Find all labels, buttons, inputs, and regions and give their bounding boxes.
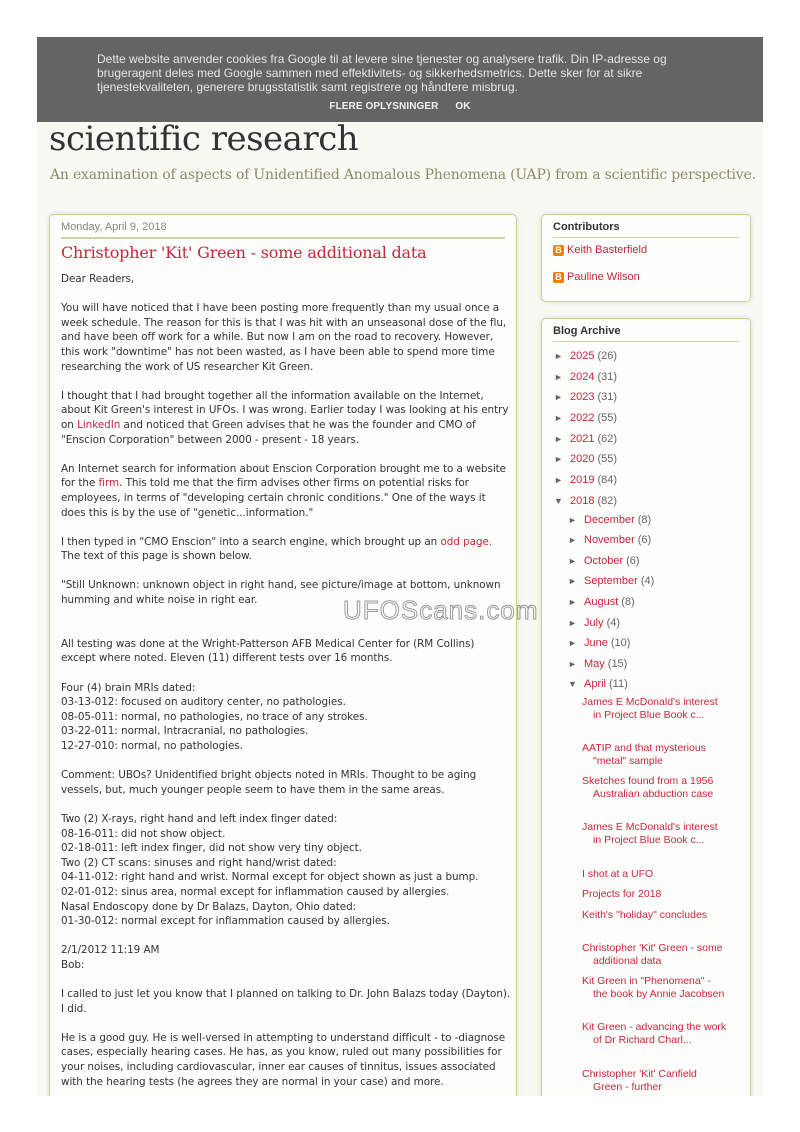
- triangle-right-icon[interactable]: ►: [568, 556, 577, 566]
- post-paragraph: I called to just let you know that I planned on talking to Dr. John Balazs today (Dayton). I did.: [61, 988, 511, 1015]
- archive-month-label[interactable]: July: [584, 617, 604, 629]
- archive-month-count: (4): [640, 575, 655, 587]
- archive-month-count: (8): [637, 514, 652, 526]
- archive-post-link[interactable]: AATIP and that mysterious "metal" sample: [582, 742, 706, 767]
- archive-month-may[interactable]: [568, 658, 627, 670]
- archive-month-label[interactable]: April: [584, 678, 607, 690]
- archive-post-link[interactable]: Keith's "holiday" concludes: [582, 909, 708, 921]
- triangle-right-icon[interactable]: ►: [568, 659, 577, 669]
- archive-year-2023[interactable]: [554, 391, 617, 403]
- more-info-button[interactable]: FLERE OPLYSNINGER: [329, 101, 439, 112]
- archive-post-link[interactable]: Kit Green in "Phenomena" - the book by Annie Jacobsen: [582, 975, 725, 1000]
- post-greeting: Dear Readers,: [61, 273, 135, 285]
- archive-month-label[interactable]: August: [584, 596, 619, 608]
- triangle-right-icon[interactable]: ►: [554, 454, 563, 464]
- blog-archive-title: Blog Archive: [553, 325, 621, 337]
- archive-post-link[interactable]: Projects for 2018: [582, 888, 662, 900]
- triangle-right-icon[interactable]: ►: [554, 392, 563, 402]
- mri-line: 08-05-011: normal, no pathologies, no trace of any strokes.: [61, 710, 368, 723]
- triangle-right-icon[interactable]: ►: [568, 618, 577, 628]
- triangle-right-icon[interactable]: ►: [568, 638, 577, 648]
- blog-archive-widget: [541, 318, 751, 1096]
- archive-post-link[interactable]: Christopher 'Kit' Green - some additional data: [582, 942, 723, 967]
- email-header: [61, 943, 511, 972]
- archive-year-count: (55): [597, 453, 618, 465]
- archive-month-june[interactable]: [568, 637, 630, 649]
- date-divider: [61, 237, 505, 239]
- post-paragraph: [61, 462, 511, 520]
- archive-year-label[interactable]: 2022: [570, 412, 595, 424]
- contributors-widget: [541, 214, 751, 302]
- post-quote: "Still Unknown: unknown object in right hand, see picture/image at bottom, unknown humming and white noise in right ear.: [61, 579, 501, 607]
- test-list: [61, 812, 511, 929]
- archive-month-count: (10): [610, 637, 631, 649]
- archive-year-2019[interactable]: [554, 474, 617, 486]
- archive-month-count: (6): [637, 534, 652, 546]
- odd-page-link[interactable]: odd page.: [440, 535, 493, 548]
- archive-post-link[interactable]: Sketches found from a 1956 Australian abduction case: [582, 775, 714, 800]
- archive-month-july[interactable]: [568, 617, 620, 629]
- archive-post-link[interactable]: James E McDonald's interest in Project Blue Book c...: [582, 696, 718, 721]
- mri-line: 03-13-012: focused on auditory center, no pathologies.: [61, 696, 346, 709]
- contributors-title: Contributors: [553, 221, 620, 233]
- archive-month-label[interactable]: June: [584, 637, 608, 649]
- test-line: 02-01-012: sinus area, normal except for inflammation caused by allergies.: [61, 885, 450, 898]
- cookie-banner-text: Dette website anvender cookies fra Google til at levere sine tjenester og analysere trafik. Din IP-adresse og brugeragent deles med Google sammen med effektivitets- og sikkerhedsmetrics. Dette sker for at sikre tjenestekvaliteten, generere brugsstatistik samt registrere og håndtere misbrug.: [97, 52, 667, 94]
- archive-month-label[interactable]: November: [584, 534, 635, 546]
- post-paragraph: He is a good guy. He is well-versed in attempting to understand difficult - to -diagnose cases, especially hearing cases. He has, as you know, ruled out many possibilities for your noises, including cardiovascular, inner ear causes of tinnitus, issues associated with the hearing tests (he agrees they are normal in your case) and more.: [61, 1031, 506, 1088]
- test-line: 02-18-011: left index finger, did not show very tiny object.: [61, 842, 362, 855]
- mri-line: Four (4) brain MRIs dated:: [61, 681, 196, 694]
- archive-year-label[interactable]: 2020: [570, 453, 595, 465]
- archive-month-september[interactable]: [568, 575, 654, 587]
- post-body: [61, 272, 511, 1096]
- archive-month-august[interactable]: [568, 596, 635, 608]
- triangle-down-icon[interactable]: ▼: [568, 679, 577, 689]
- test-line: Two (2) X-rays, right hand and left index finger dated:: [61, 812, 338, 825]
- triangle-right-icon[interactable]: ►: [568, 515, 577, 525]
- mri-line: 12-27-010: normal, no pathologies.: [61, 740, 243, 752]
- widget-divider: [553, 341, 739, 342]
- archive-post-link[interactable]: Christopher 'Kit' Canfield Green - further: [582, 1068, 697, 1093]
- linkedin-link[interactable]: LinkedIn: [77, 418, 121, 431]
- mri-line: 03-22-011: normal, Intracranial, no pathologies.: [61, 725, 309, 738]
- test-line: 08-16-011: did not show object.: [61, 827, 226, 840]
- archive-month-october[interactable]: [568, 555, 640, 567]
- archive-year-label[interactable]: 2024: [570, 371, 595, 383]
- contributor-link[interactable]: [553, 244, 647, 256]
- post-paragraph: You will have noticed that I have been posting more frequently than my usual once a week schedule. The reason for this is that I was hit with an unseasonal dose of the flu, and have been off work for a while. But now I am on the road to recovery. However, this work "downtime" has not been wasted, as I have been able to spend more time researching the work of US researcher Kit Green.: [61, 302, 507, 373]
- ok-button[interactable]: OK: [455, 101, 471, 112]
- triangle-right-icon[interactable]: ►: [554, 372, 563, 382]
- archive-post-link[interactable]: James E McDonald's interest in Project Blue Book c...: [582, 821, 718, 846]
- contributor-link[interactable]: [553, 271, 640, 283]
- archive-year-count: (31): [597, 371, 618, 383]
- contributor-name: Keith Basterfield: [567, 244, 648, 256]
- text: I then typed in "CMO Enscion" into a search engine, which brought up an: [61, 535, 441, 548]
- triangle-right-icon[interactable]: ►: [554, 434, 563, 444]
- blog-description: An examination of aspects of Unidentified Anomalous Phenomena (UAP) from a scientific perspective.: [50, 167, 756, 183]
- archive-month-count: (15): [607, 658, 628, 670]
- widget-divider: [553, 237, 739, 238]
- test-line: Two (2) CT scans: sinuses and right hand/wrist dated:: [61, 856, 337, 869]
- archive-month-count: (4): [606, 617, 621, 629]
- post-title[interactable]: Christopher 'Kit' Green - some additional data: [61, 243, 427, 262]
- archive-year-2024[interactable]: [554, 371, 617, 383]
- archive-post-link[interactable]: I shot at a UFO: [582, 868, 654, 880]
- archive-year-count: (82): [597, 495, 618, 507]
- cookie-banner: [37, 37, 763, 122]
- text: and noticed that Green advises that he was the founder and CMO of "Enscion Corporation" between 2000 - present - 18 years.: [61, 418, 476, 446]
- archive-year-count: (31): [597, 391, 618, 403]
- blog-title[interactable]: scientific research: [49, 119, 359, 159]
- triangle-right-icon[interactable]: ►: [568, 597, 577, 607]
- archive-year-2020[interactable]: [554, 453, 617, 465]
- archive-year-label[interactable]: 2025: [570, 350, 595, 362]
- post-paragraph: All testing was done at the Wright-Patterson AFB Medical Center for (RM Collins) except where noted. Eleven (11) different tests over 16 months.: [61, 637, 475, 665]
- email-timestamp: 2/1/2012 11:19 AM: [61, 944, 160, 957]
- archive-month-november[interactable]: [568, 534, 651, 546]
- contributor-name: Pauline Wilson: [567, 271, 640, 283]
- blogger-icon: B: [553, 272, 564, 283]
- triangle-right-icon[interactable]: ►: [554, 351, 563, 361]
- archive-year-2022[interactable]: [554, 412, 617, 424]
- post-container: [49, 214, 517, 1096]
- blog-page: [37, 37, 763, 1096]
- archive-month-label[interactable]: September: [584, 575, 638, 587]
- text: The text of this page is shown below.: [61, 550, 252, 563]
- archive-year-2018[interactable]: [554, 495, 617, 507]
- archive-year-count: (62): [597, 433, 618, 445]
- blogger-icon: B: [553, 245, 564, 256]
- archive-year-2021[interactable]: [554, 433, 617, 445]
- archive-month-december[interactable]: [568, 514, 651, 526]
- archive-post-link[interactable]: Kit Green - advancing the work of Dr Richard Charl...: [582, 1021, 727, 1046]
- archive-year-label[interactable]: 2018: [570, 495, 595, 507]
- post-paragraph: [61, 389, 511, 447]
- archive-month-count: (6): [626, 555, 640, 567]
- triangle-right-icon[interactable]: ►: [568, 576, 577, 586]
- triangle-right-icon[interactable]: ►: [568, 535, 577, 545]
- email-salutation: Bob:: [61, 958, 85, 971]
- archive-year-label[interactable]: 2019: [570, 474, 595, 486]
- text: An Internet search for information about Enscion Corporation brought me to a website for the: [61, 462, 507, 490]
- triangle-right-icon[interactable]: ►: [554, 475, 563, 485]
- post-date: Monday, April 9, 2018: [61, 221, 167, 233]
- text: . This told me that the firm advises other firms on potential risks for employees, in terms of "developing certain chronic conditions." One of the ways it does this is by the use of "genetic...information.": [61, 477, 486, 519]
- archive-year-label[interactable]: 2021: [570, 433, 595, 445]
- cookie-banner-actions: [37, 101, 763, 112]
- triangle-right-icon[interactable]: ►: [554, 413, 563, 423]
- archive-year-count: (55): [597, 412, 618, 424]
- archive-year-count: (84): [597, 474, 618, 486]
- archive-year-label[interactable]: 2023: [570, 391, 595, 403]
- test-line: 01-30-012: normal except for inflammation caused by allergies.: [61, 915, 390, 928]
- test-line: 04-11-012: right hand and wrist. Normal except for object shown as just a bump.: [61, 871, 479, 884]
- post-paragraph: [61, 535, 511, 564]
- text: I thought that I had brought together all the information available on the Internet, about Kit Green's interest in UFOs. I was wrong. Earlier today I was looking at his entry on: [61, 389, 509, 431]
- archive-month-label[interactable]: May: [584, 658, 605, 670]
- archive-month-april[interactable]: [568, 678, 628, 690]
- spacer: [61, 622, 511, 637]
- firm-link[interactable]: firm: [98, 477, 120, 490]
- triangle-down-icon[interactable]: ▼: [554, 496, 563, 506]
- archive-month-count: (11): [609, 678, 628, 690]
- archive-year-count: (26): [597, 350, 618, 362]
- test-line: Nasal Endoscopy done by Dr Balazs, Dayton, Ohio dated:: [61, 900, 357, 913]
- mri-list: [61, 681, 511, 754]
- archive-year-2025[interactable]: [554, 350, 617, 362]
- archive-month-label[interactable]: October: [584, 555, 624, 567]
- post-comment: Comment: UBOs? Unidentified bright objects noted in MRIs. Thought to be aging vessels, but, much younger people seem to have them in the same areas.: [61, 769, 477, 796]
- archive-month-label[interactable]: December: [584, 514, 635, 526]
- archive-month-count: (8): [621, 596, 635, 608]
